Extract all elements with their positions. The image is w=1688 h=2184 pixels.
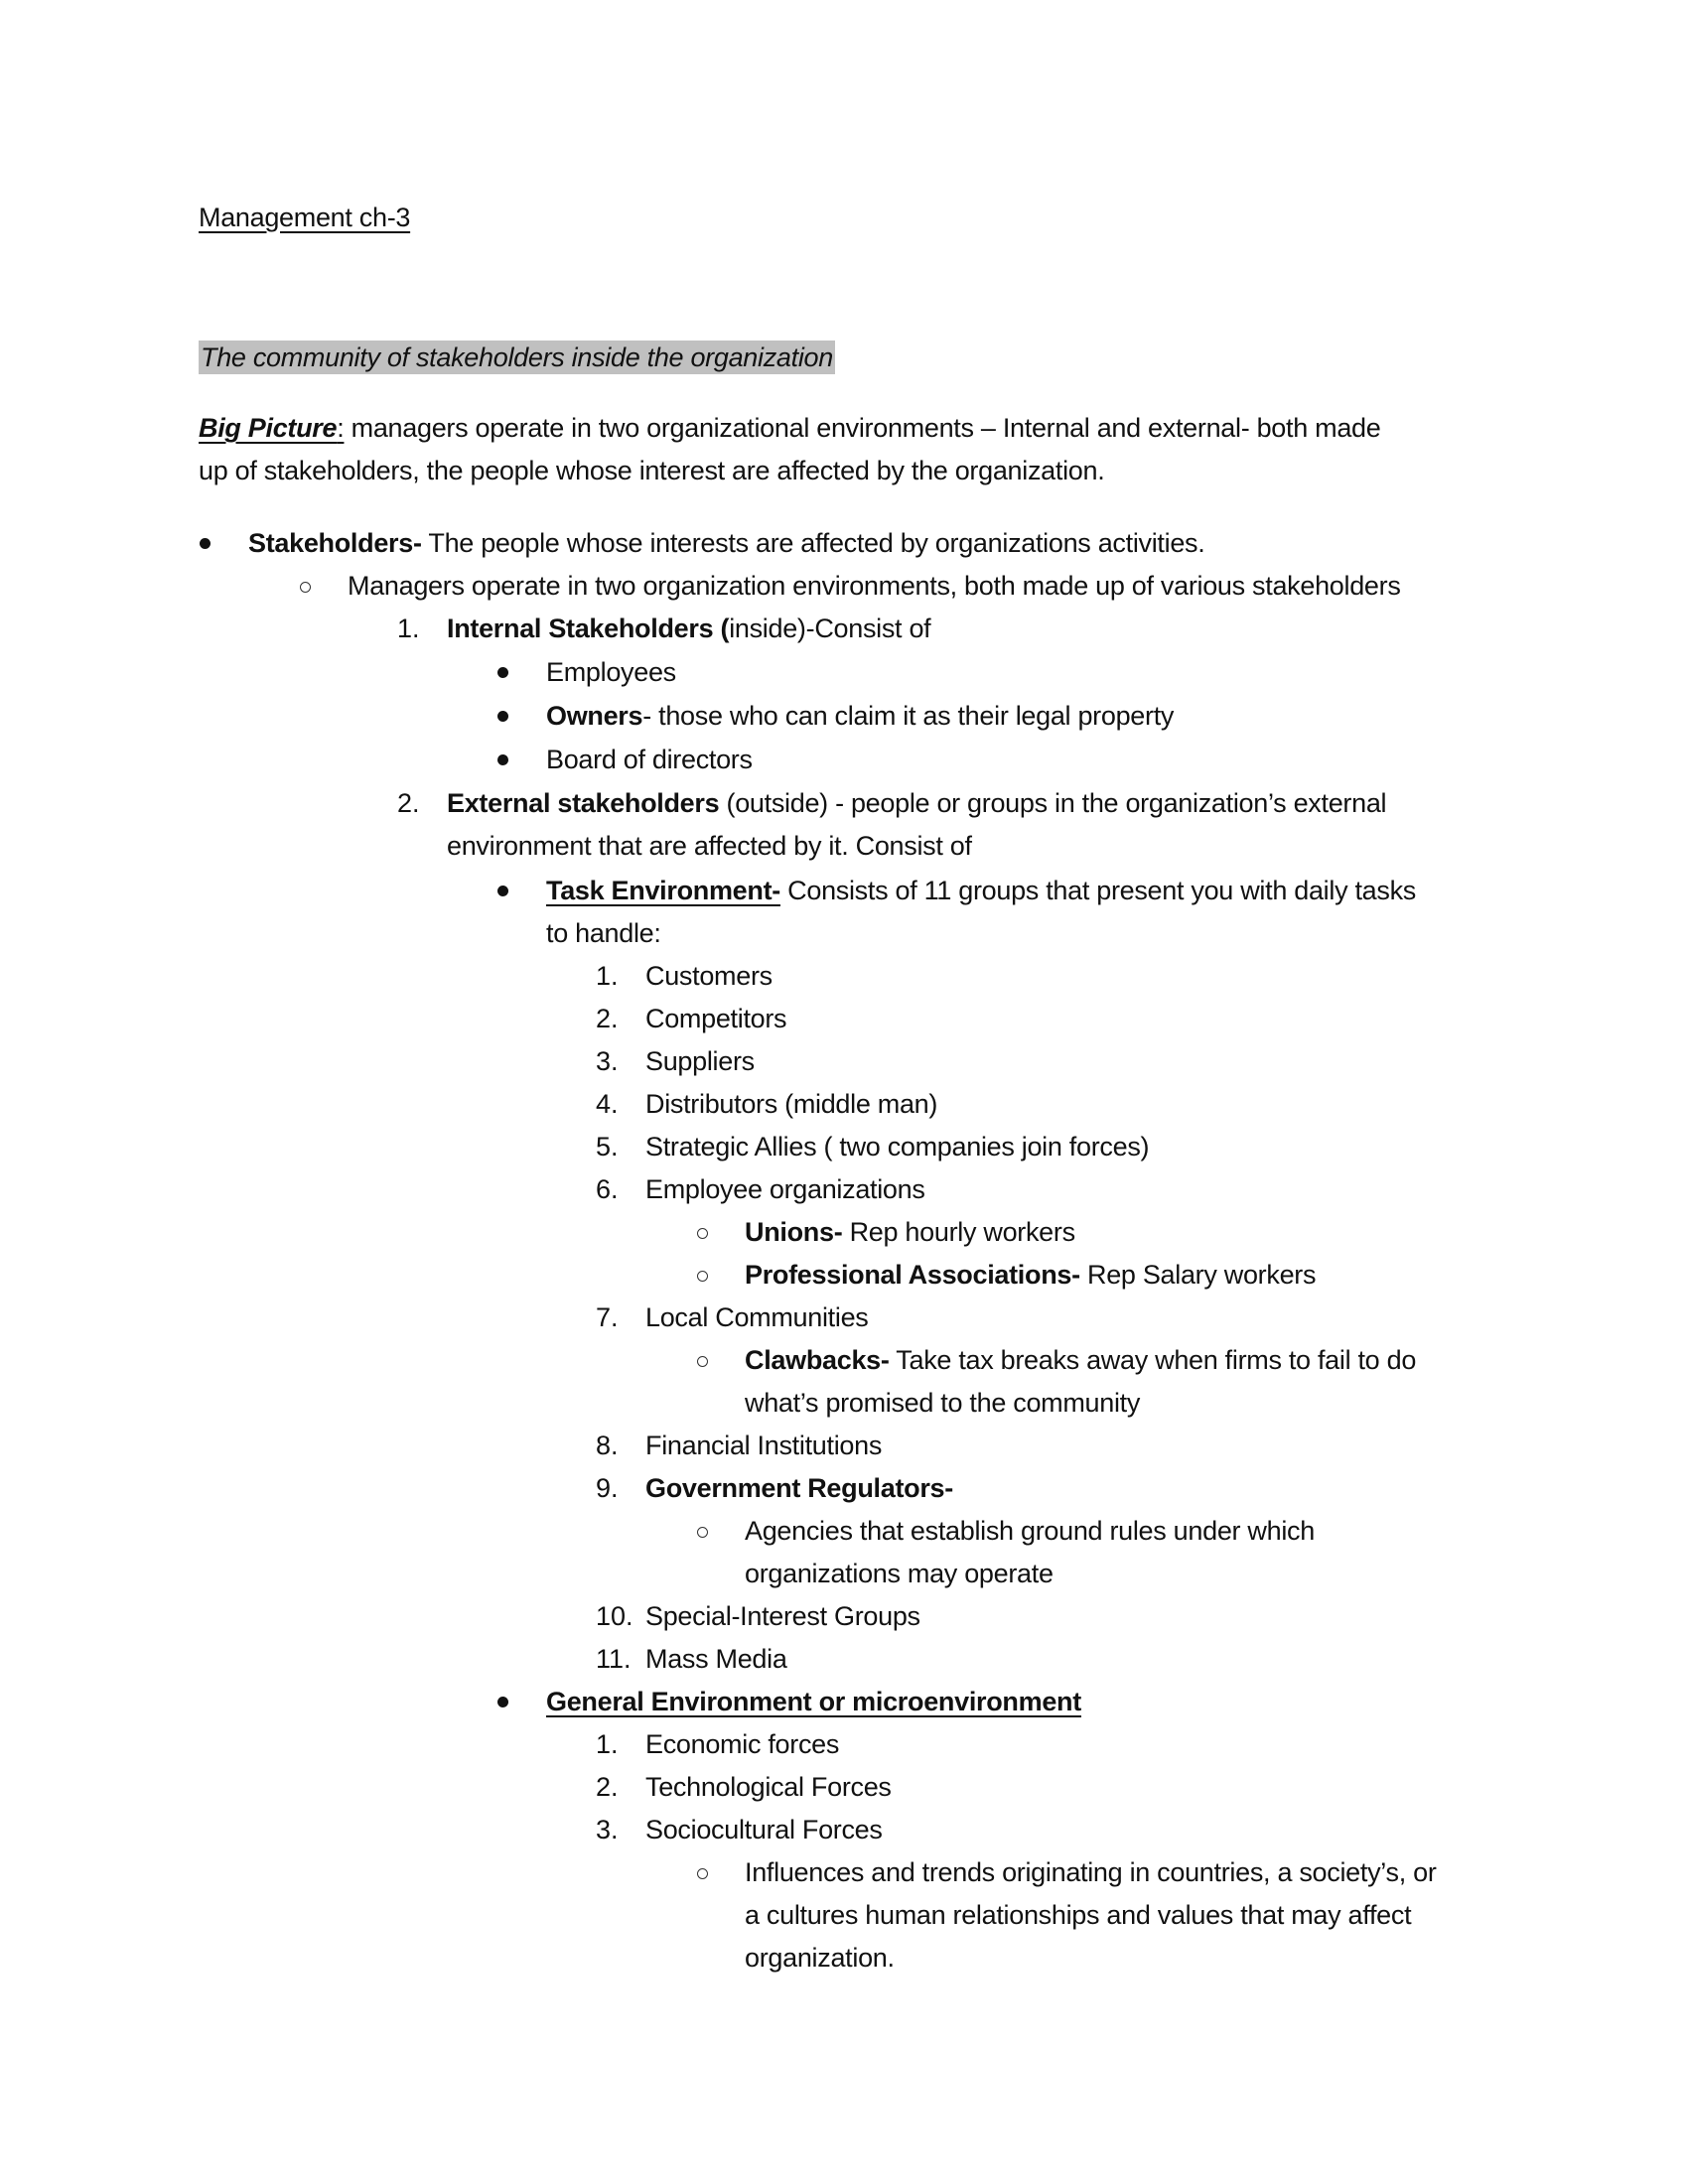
task-item-strategic-allies: Strategic Allies ( two companies join forces) [645, 1132, 1150, 1161]
external-stakeholders-line-2: environment that are affected by it. Consist of [447, 831, 972, 861]
task-item-mass-media: Mass Media [645, 1644, 787, 1674]
bullet-icon [497, 754, 508, 765]
list-number: 7. [596, 1302, 619, 1332]
bullet-icon [497, 1697, 508, 1707]
list-number: 1. [596, 961, 619, 991]
bullet-icon [497, 667, 508, 678]
prof-assoc-note: Professional Associations- Rep Salary workers [745, 1260, 1317, 1290]
task-item-local-communities: Local Communities [645, 1302, 869, 1332]
list-number: 8. [596, 1431, 619, 1460]
circle-bullet-icon [697, 1356, 708, 1367]
task-item-suppliers: Suppliers [645, 1046, 755, 1076]
bullet-icon [497, 886, 508, 896]
general-item-economic: Economic forces [645, 1729, 840, 1759]
task-item-distributors: Distributors (middle man) [645, 1089, 938, 1119]
list-number: 1. [397, 614, 420, 643]
list-number: 1. [596, 1729, 619, 1759]
bullet-icon [200, 538, 211, 549]
list-number: 2. [397, 788, 420, 818]
big-picture-line-1: Big Picture: managers operate in two organizational environments – Internal and external- both made [199, 413, 1381, 443]
document-title: Management ch-3 [199, 203, 411, 232]
circle-bullet-icon [697, 1868, 708, 1879]
list-item-employees: Employees [546, 657, 676, 687]
bullet-icon [497, 711, 508, 722]
list-item-board: Board of directors [546, 745, 753, 774]
circle-bullet-icon [300, 582, 311, 593]
task-item-customers: Customers [645, 961, 773, 991]
list-number: 6. [596, 1174, 619, 1204]
stakeholders-definition: Stakeholders- The people whose interests are affected by organizations activities. [248, 528, 1205, 558]
clawbacks-note-line-1: Clawbacks- Take tax breaks away when firms to fail to do [745, 1345, 1417, 1375]
circle-bullet-icon [697, 1228, 708, 1239]
general-environment-heading: General Environment or microenvironment [546, 1687, 1081, 1716]
list-number: 10. [596, 1601, 633, 1631]
task-environment-line-1: Task Environment- Consists of 11 groups that present you with daily tasks [546, 876, 1416, 905]
list-number: 9. [596, 1473, 619, 1503]
big-picture-line-2: up of stakeholders, the people whose interest are affected by the organization. [199, 456, 1105, 485]
task-item-special-interest: Special-Interest Groups [645, 1601, 920, 1631]
list-number: 3. [596, 1046, 619, 1076]
section-heading: The community of stakeholders inside the organization [201, 342, 833, 372]
internal-stakeholders: Internal Stakeholders (inside)-Consist of [447, 614, 931, 643]
circle-bullet-icon [697, 1271, 708, 1282]
list-number: 2. [596, 1004, 619, 1033]
task-item-gov-regulators: Government Regulators- [645, 1473, 953, 1503]
agencies-note-line-1: Agencies that establish ground rules under which [745, 1516, 1315, 1546]
list-number: 4. [596, 1089, 619, 1119]
task-item-financial: Financial Institutions [645, 1431, 883, 1460]
stakeholders-sub: Managers operate in two organization environments, both made up of various stakeholders [348, 571, 1401, 601]
list-item-owners: Owners- those who can claim it as their legal property [546, 701, 1175, 731]
agencies-note-line-2: organizations may operate [745, 1559, 1054, 1588]
general-item-sociocultural: Sociocultural Forces [645, 1815, 883, 1844]
general-item-technological: Technological Forces [645, 1772, 892, 1802]
external-stakeholders-line-1: External stakeholders (outside) - people or groups in the organization’s external [447, 788, 1387, 818]
list-number: 5. [596, 1132, 619, 1161]
socio-note-line-1: Influences and trends originating in countries, a society’s, or [745, 1857, 1437, 1887]
clawbacks-note-line-2: what’s promised to the community [745, 1388, 1141, 1418]
big-picture-label: Big Picture [199, 413, 338, 443]
task-environment-line-2: to handle: [546, 918, 661, 948]
list-number: 2. [596, 1772, 619, 1802]
task-item-competitors: Competitors [645, 1004, 787, 1033]
list-number: 11. [596, 1644, 632, 1674]
list-number: 3. [596, 1815, 619, 1844]
circle-bullet-icon [697, 1527, 708, 1538]
socio-note-line-2: a cultures human relationships and values that may affect [745, 1900, 1412, 1930]
socio-note-line-3: organization. [745, 1943, 895, 1973]
task-item-employee-orgs: Employee organizations [645, 1174, 925, 1204]
unions-note: Unions- Rep hourly workers [745, 1217, 1075, 1247]
